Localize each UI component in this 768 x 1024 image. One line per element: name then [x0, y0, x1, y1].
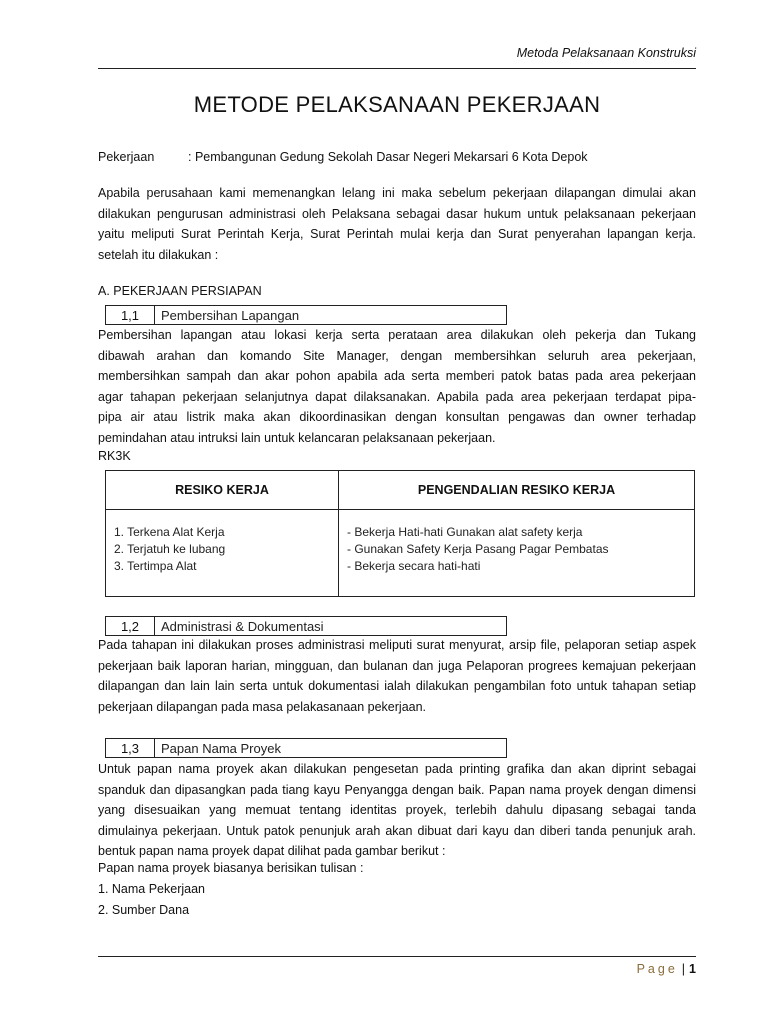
paragraph-line: pemindahan atau intruksi lain untuk kelancaran pelaksanaan pekerjaan. — [98, 430, 496, 445]
risk-item: 2. Terjatuh ke lubang — [114, 542, 226, 556]
table-header-cell: RESIKO KERJA — [106, 471, 339, 510]
page-separator: | — [681, 962, 686, 976]
table-header-row — [106, 471, 695, 510]
paragraph-line: Apabila perusahaan kami memenangkan lelang ini maka sebelum pekerjaan dilapangan dimulai akan — [98, 186, 696, 200]
footer-rule — [98, 956, 696, 957]
project-signboard-paragraph — [98, 759, 696, 862]
list-item: 2. Sumber Dana — [98, 903, 190, 917]
paragraph-line: setelah itu dilakukan : — [98, 247, 219, 262]
signboard-list-intro: Papan nama proyek biasanya berisikan tulisan : — [98, 861, 364, 875]
page-footer — [98, 962, 696, 976]
risk-item: 3. Tertimpa Alat — [114, 559, 197, 573]
paragraph-line: dilapangan dan lain lain serta untuk dokumentasi ialah dilakukan pengambilan foto untuk tahapan setiap — [98, 679, 696, 693]
section-heading-a: A. PEKERJAAN PERSIAPAN — [98, 284, 262, 298]
paragraph-line: agar tahapan pekerjaan selanjutnya dapat dilaksanakan. Apabila pada area pekerjaan terdapat pipa- — [98, 389, 696, 404]
paragraph-line: spanduk dan dipasangkan pada tiang kayu Penyangga dengan baik. Papan nama proyek dengan dimensi — [98, 782, 696, 797]
control-item: - Bekerja Hati-hati Gunakan alat safety kerja — [347, 525, 583, 539]
page-word: Page — [636, 962, 678, 976]
intro-paragraph — [98, 183, 696, 265]
subsection-number: 1,2 — [106, 617, 155, 635]
control-cell — [339, 510, 695, 597]
rk3k-label: RK3K — [98, 449, 131, 463]
paragraph-line: yang disesuaikan yang memuat tentang identitas proyek, terlebih dahulu dipasang sebagai tanda — [98, 803, 696, 817]
risk-cell — [106, 510, 339, 597]
paragraph-line: pekerjaan baik laporan harian, mingguan, dan bulanan dan juga Pelaporan progrees kemajuan pekerjaan — [98, 658, 696, 673]
subsection-number: 1,3 — [106, 739, 155, 757]
meta-label: Pekerjaan — [98, 150, 155, 164]
page-number: 1 — [689, 962, 696, 976]
control-item: - Bekerja secara hati-hati — [347, 559, 481, 573]
risk-table — [105, 470, 695, 597]
paragraph-line: dilakukan pengurusan administrasi oleh Pelaksana sebagai dasar hukum untuk pelaksanaan pekerjaan — [98, 206, 696, 221]
paragraph-line: Pada tahapan ini dilakukan proses administrasi meliputi surat menyurat, arsip file, pelaporan setiap aspek — [98, 638, 696, 652]
paragraph-line: dimulainya pekerjaan. Untuk patok penunjuk arah akan dibuat dari kayu dan diberi tanda penunjuk arah. — [98, 823, 696, 838]
list-item: 1. Nama Pekerjaan — [98, 882, 206, 896]
paragraph-line: Untuk papan nama proyek akan dilakukan pengesetan pada printing grafika dan akan diprint sebagai — [98, 762, 696, 776]
header-rule — [98, 68, 696, 69]
table-header-cell: PENGENDALIAN RESIKO KERJA — [339, 471, 695, 510]
paragraph-line: bentuk papan nama proyek dapat dilihat pada gambar berikut : — [98, 844, 446, 858]
document-title: METODE PELAKSANAAN PEKERJAAN — [193, 92, 601, 117]
control-item: - Gunakan Safety Kerja Pasang Pagar Pembatas — [347, 542, 609, 556]
paragraph-line: membersihkan sampah dan akar pohon apabila ada serta memberi patok batas pada area pekerjaan — [98, 369, 696, 383]
running-header: Metoda Pelaksanaan Konstruksi — [516, 46, 696, 60]
project-meta — [98, 150, 588, 164]
meta-value: : Pembangunan Gedung Sekolah Dasar Negeri Mekarsari 6 Kota Depok — [188, 150, 588, 164]
subsection-label: Administrasi & Dokumentasi — [161, 619, 324, 634]
subsection-box-1-2 — [105, 616, 507, 636]
risk-item: 1. Terkena Alat Kerja — [114, 525, 225, 539]
paragraph-line: pipa air atau listrik maka akan dikoordinasikan dengan konsultan pengawas dan owner terhadap — [98, 410, 696, 424]
paragraph-line: pekerjaan dilapangan pada masa pelakasanaan pekerjaan. — [98, 699, 427, 714]
subsection-label: Papan Nama Proyek — [161, 741, 281, 756]
table-row — [106, 510, 695, 597]
administration-paragraph — [98, 635, 696, 717]
paragraph-line: dibawah arahan dan komando Site Manager, dengan membersihkan seluruh area pekerjaan, — [98, 348, 696, 363]
subsection-box-1-3 — [105, 738, 507, 758]
paragraph-line: Pembersihan lapangan atau lokasi kerja serta perataan area dilakukan oleh pekerja dan Tukang — [98, 328, 696, 342]
subsection-label: Pembersihan Lapangan — [161, 308, 300, 323]
subsection-box-1-1 — [105, 305, 507, 325]
paragraph-line: yaitu meliputi Surat Perintah Kerja, Surat Perintah mulai kerja dan Surat penyerahan lapangan kerja. — [98, 227, 696, 241]
site-clearing-paragraph — [98, 325, 696, 448]
subsection-number: 1,1 — [106, 306, 155, 324]
